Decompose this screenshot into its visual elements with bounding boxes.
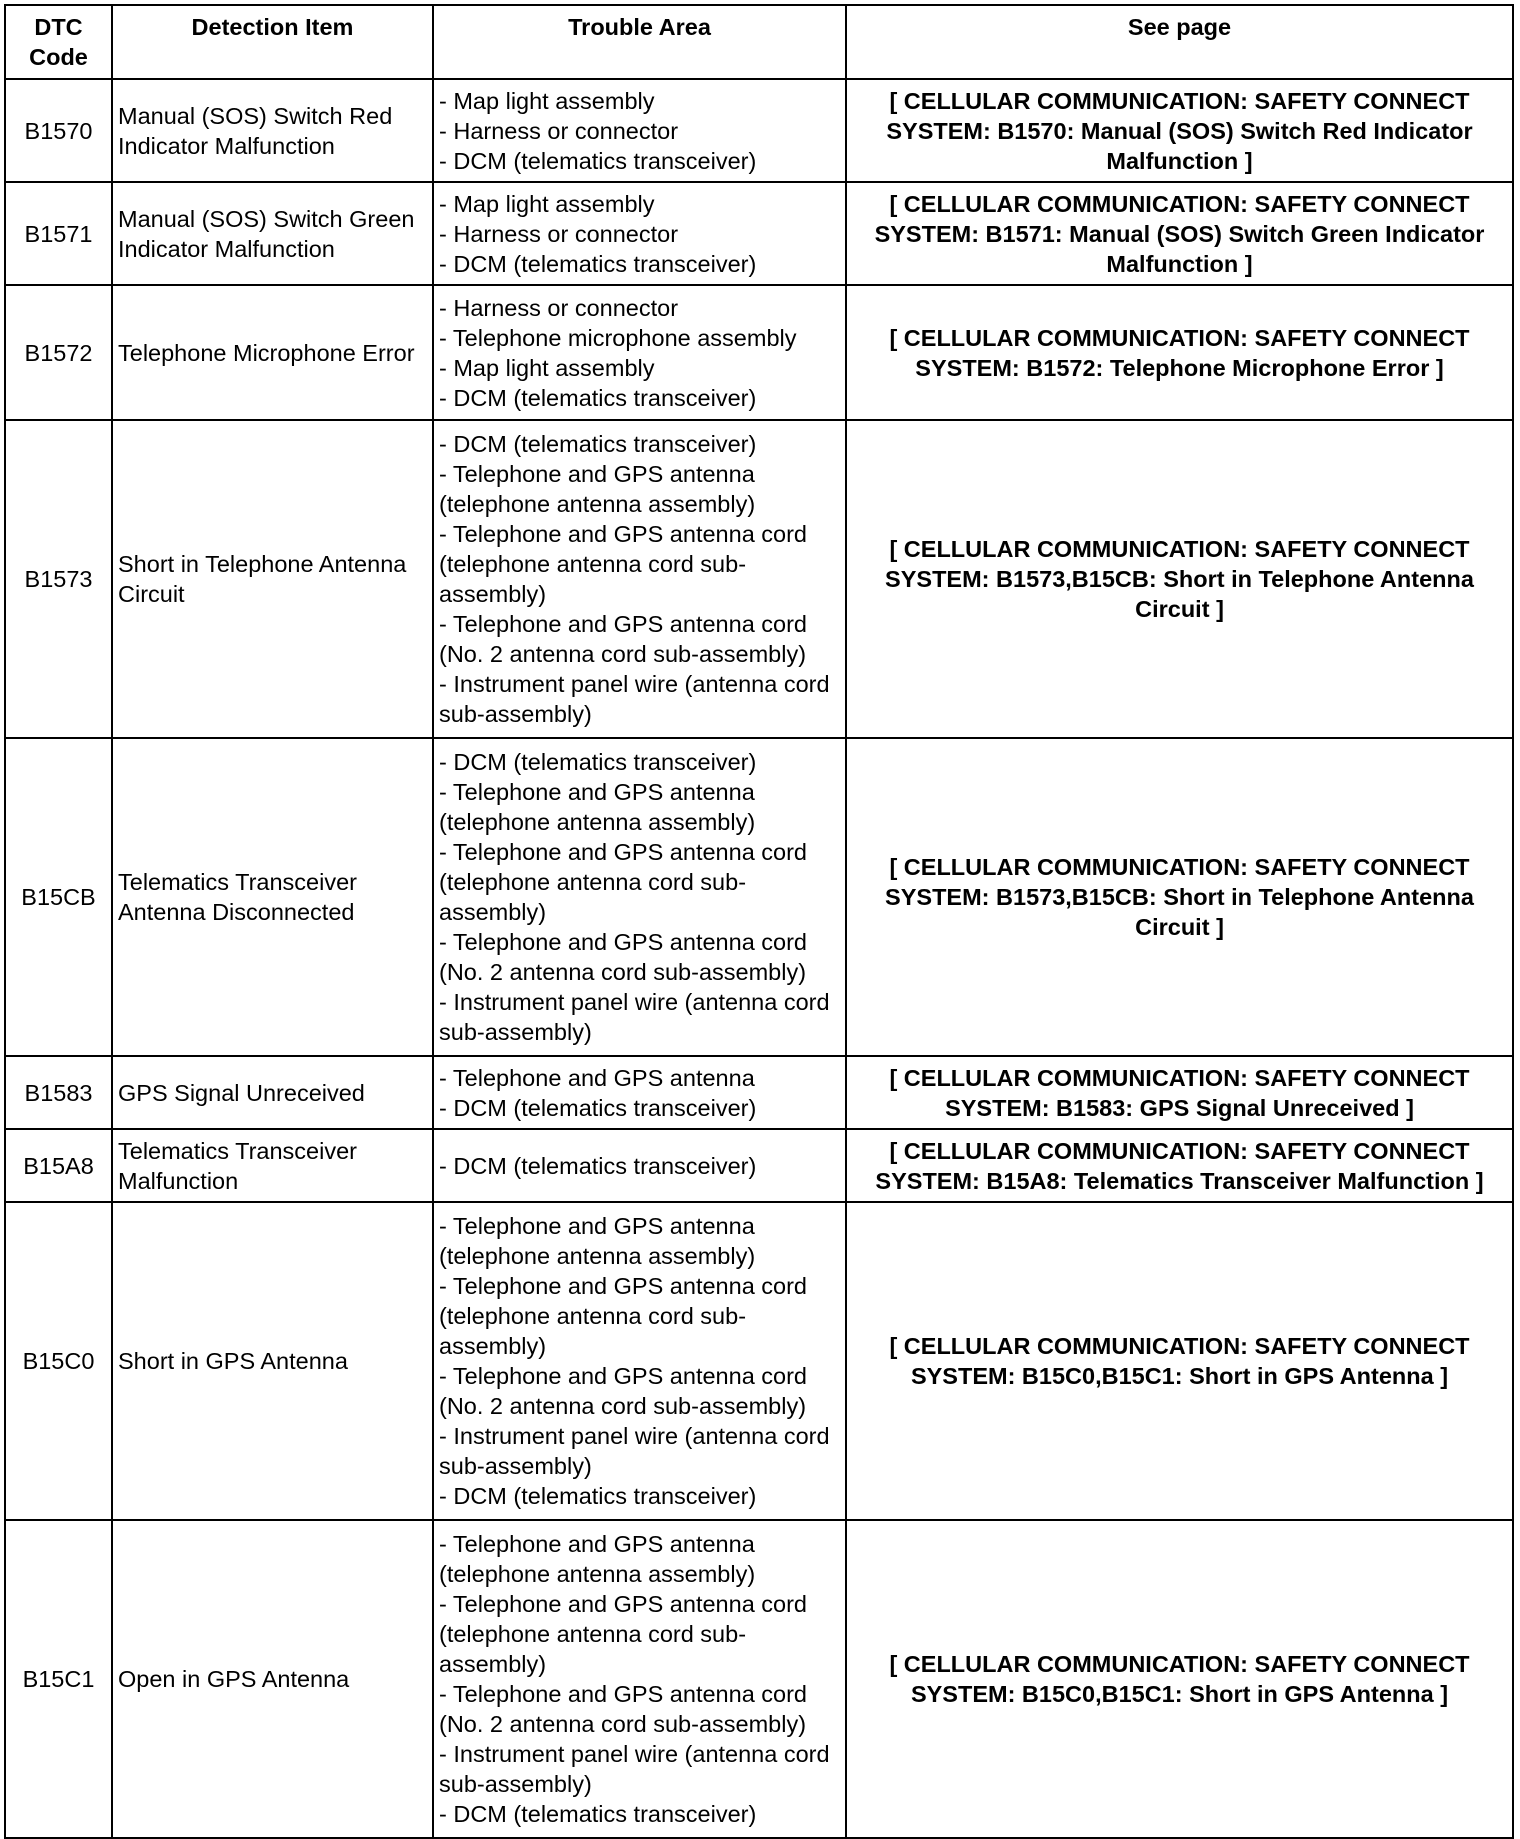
trouble-area-line: - DCM (telematics transceiver) xyxy=(439,1094,757,1121)
trouble-area-line: - DCM (telematics transceiver) xyxy=(439,250,757,277)
header-dtc-code: DTC Code xyxy=(5,5,112,79)
table-row xyxy=(5,738,1513,1056)
trouble-area-line: - Telephone and GPS antenna xyxy=(439,1064,755,1091)
header-trouble-area: Trouble Area xyxy=(433,5,846,79)
trouble-area-cell xyxy=(433,285,846,420)
table-body xyxy=(5,79,1513,1838)
trouble-area-cell xyxy=(433,738,846,1056)
trouble-area-cell xyxy=(433,1056,846,1129)
detection-item-cell: Telephone Microphone Error xyxy=(112,285,433,420)
trouble-area-line: - Telephone and GPS antenna (telephone antenna assembly) xyxy=(439,461,756,517)
see-page-link[interactable]: [ CELLULAR COMMUNICATION: SAFETY CONNECT SYSTEM: B1571: Manual (SOS) Switch Green Indicator Malfunction ] xyxy=(846,182,1513,285)
table-row xyxy=(5,420,1513,738)
detection-item-cell: Open in GPS Antenna xyxy=(112,1520,433,1838)
trouble-area-cell xyxy=(433,79,846,182)
see-page-link[interactable]: [ CELLULAR COMMUNICATION: SAFETY CONNECT SYSTEM: B1573,B15CB: Short in Telephone Antenna Circuit ] xyxy=(846,420,1513,738)
table-row xyxy=(5,79,1513,182)
see-page-link[interactable]: [ CELLULAR COMMUNICATION: SAFETY CONNECT SYSTEM: B1573,B15CB: Short in Telephone Antenna Circuit ] xyxy=(846,738,1513,1056)
detection-item-cell: Manual (SOS) Switch Green Indicator Malfunction xyxy=(112,182,433,285)
trouble-area-line: - Telephone and GPS antenna (telephone antenna assembly) xyxy=(439,1531,756,1587)
see-page-link[interactable]: [ CELLULAR COMMUNICATION: SAFETY CONNECT SYSTEM: B15C0,B15C1: Short in GPS Antenna ] xyxy=(846,1520,1513,1838)
detection-item-cell: GPS Signal Unreceived xyxy=(112,1056,433,1129)
see-page-link[interactable]: [ CELLULAR COMMUNICATION: SAFETY CONNECT SYSTEM: B15C0,B15C1: Short in GPS Antenna ] xyxy=(846,1202,1513,1520)
trouble-area-line: - DCM (telematics transceiver) xyxy=(439,1801,757,1827)
detection-item-cell: Short in GPS Antenna xyxy=(112,1202,433,1520)
trouble-area-line: - Telephone and GPS antenna cord (telephone antenna cord sub-assembly) xyxy=(439,1273,808,1359)
trouble-area-line: - Harness or connector xyxy=(439,220,679,247)
dtc-code-cell: B1573 xyxy=(5,420,112,738)
header-detection-item: Detection Item xyxy=(112,5,433,79)
dtc-table xyxy=(4,4,1514,1839)
header-row xyxy=(5,5,1513,79)
trouble-area-line: - DCM (telematics transceiver) xyxy=(439,1152,757,1179)
trouble-area-line: - Instrument panel wire (antenna cord sub-assembly) xyxy=(439,1741,830,1797)
trouble-area-line: - Instrument panel wire (antenna cord sub-assembly) xyxy=(439,989,830,1045)
detection-item-cell: Short in Telephone Antenna Circuit xyxy=(112,420,433,738)
table-row xyxy=(5,1520,1513,1838)
trouble-area-line: - Telephone and GPS antenna cord (No. 2 antenna cord sub-assembly) xyxy=(439,611,808,667)
trouble-area-cell xyxy=(433,1520,846,1838)
trouble-area-line: - Telephone microphone assembly xyxy=(439,324,797,351)
dtc-code-cell: B15A8 xyxy=(5,1129,112,1202)
dtc-code-cell: B1571 xyxy=(5,182,112,285)
trouble-area-line: - DCM (telematics transceiver) xyxy=(439,147,757,174)
see-page-link[interactable]: [ CELLULAR COMMUNICATION: SAFETY CONNECT SYSTEM: B1572: Telephone Microphone Error ] xyxy=(846,285,1513,420)
trouble-area-line: - Telephone and GPS antenna (telephone antenna assembly) xyxy=(439,1213,756,1269)
trouble-area-cell xyxy=(433,1202,846,1520)
detection-item-cell: Telematics Transceiver Antenna Disconnected xyxy=(112,738,433,1056)
table-row xyxy=(5,1056,1513,1129)
see-page-link[interactable]: [ CELLULAR COMMUNICATION: SAFETY CONNECT SYSTEM: B1570: Manual (SOS) Switch Red Indicator Malfunction ] xyxy=(846,79,1513,182)
see-page-link[interactable]: [ CELLULAR COMMUNICATION: SAFETY CONNECT SYSTEM: B1583: GPS Signal Unreceived ] xyxy=(846,1056,1513,1129)
dtc-code-cell: B15C1 xyxy=(5,1520,112,1838)
table-row xyxy=(5,182,1513,285)
table-header xyxy=(5,5,1513,79)
trouble-area-line: - Telephone and GPS antenna cord (telephone antenna cord sub-assembly) xyxy=(439,1591,808,1677)
trouble-area-cell xyxy=(433,182,846,285)
trouble-area-line: - Telephone and GPS antenna cord (No. 2 antenna cord sub-assembly) xyxy=(439,1681,808,1737)
dtc-code-cell: B1572 xyxy=(5,285,112,420)
trouble-area-line: - Map light assembly xyxy=(439,87,655,114)
trouble-area-line: - Instrument panel wire (antenna cord sub-assembly) xyxy=(439,1423,830,1479)
trouble-area-line: - Map light assembly xyxy=(439,190,655,217)
dtc-code-cell: B1583 xyxy=(5,1056,112,1129)
trouble-area-line: - Map light assembly xyxy=(439,354,655,381)
table-row xyxy=(5,1202,1513,1520)
detection-item-cell: Telematics Transceiver Malfunction xyxy=(112,1129,433,1202)
trouble-area-line: - DCM (telematics transceiver) xyxy=(439,431,757,457)
trouble-area-cell xyxy=(433,1129,846,1202)
dtc-code-cell: B1570 xyxy=(5,79,112,182)
dtc-code-cell: B15CB xyxy=(5,738,112,1056)
trouble-area-line: - DCM (telematics transceiver) xyxy=(439,1483,757,1509)
header-see-page: See page xyxy=(846,5,1513,79)
see-page-link[interactable]: [ CELLULAR COMMUNICATION: SAFETY CONNECT SYSTEM: B15A8: Telematics Transceiver Malfunction ] xyxy=(846,1129,1513,1202)
trouble-area-line: - Telephone and GPS antenna cord (No. 2 antenna cord sub-assembly) xyxy=(439,1363,808,1419)
trouble-area-line: - DCM (telematics transceiver) xyxy=(439,749,757,775)
trouble-area-line: - Harness or connector xyxy=(439,117,679,144)
trouble-area-line: - Telephone and GPS antenna (telephone antenna assembly) xyxy=(439,779,756,835)
trouble-area-line: - Harness or connector xyxy=(439,294,679,321)
dtc-code-cell: B15C0 xyxy=(5,1202,112,1520)
table-row xyxy=(5,285,1513,420)
trouble-area-line: - DCM (telematics transceiver) xyxy=(439,384,757,411)
trouble-area-line: - Instrument panel wire (antenna cord sub-assembly) xyxy=(439,671,830,727)
trouble-area-line: - Telephone and GPS antenna cord (No. 2 antenna cord sub-assembly) xyxy=(439,929,808,985)
trouble-area-line: - Telephone and GPS antenna cord (telephone antenna cord sub-assembly) xyxy=(439,839,808,925)
detection-item-cell: Manual (SOS) Switch Red Indicator Malfunction xyxy=(112,79,433,182)
trouble-area-cell xyxy=(433,420,846,738)
trouble-area-line: - Telephone and GPS antenna cord (telephone antenna cord sub-assembly) xyxy=(439,521,808,607)
table-row xyxy=(5,1129,1513,1202)
